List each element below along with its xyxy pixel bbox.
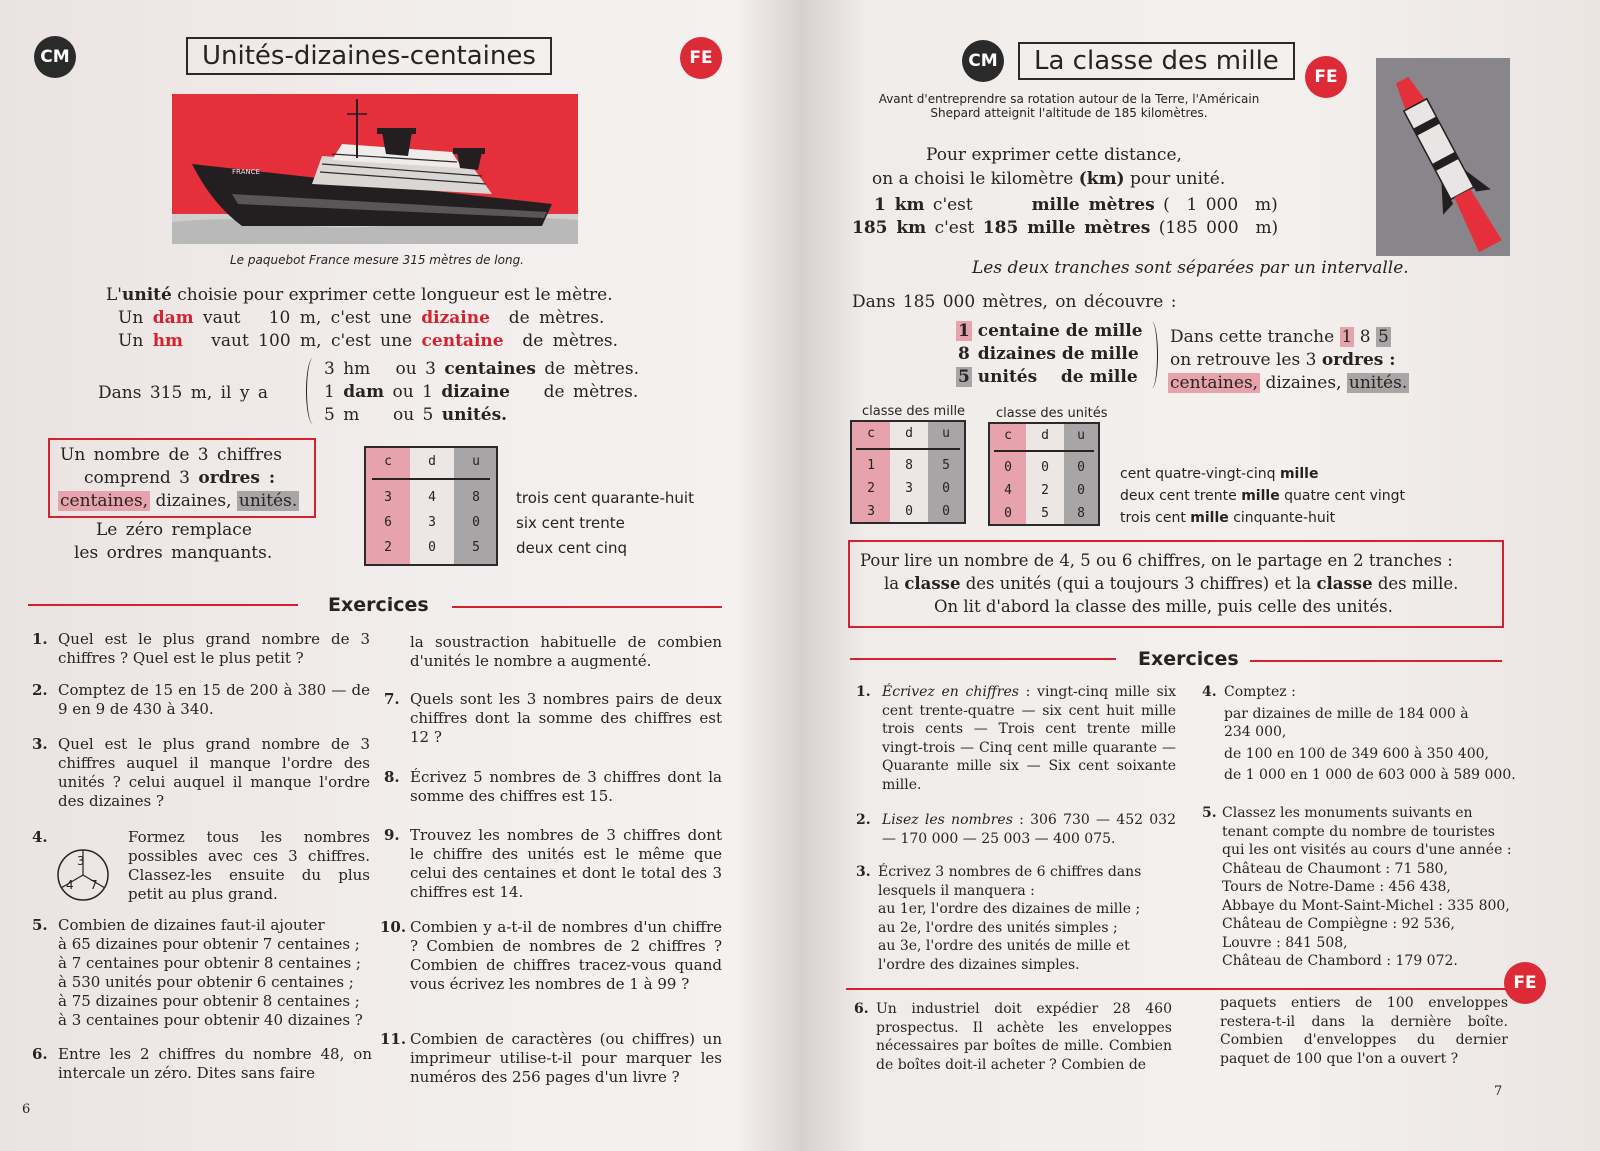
exercise-line: tenant compte du nombre de touristes (1222, 823, 1495, 840)
exercise-text: Quel est le plus grand nombre de 3 chiffres ? Quel est le plus petit ? (58, 630, 370, 667)
exercise-11 (380, 1030, 724, 1090)
exercise-text: Entre les 2 chiffres du nombre 48, on intercale un zéro. Dites sans faire (58, 1045, 372, 1082)
table-cell: 0 (942, 481, 950, 496)
label-classe-mille: classe des mille (862, 404, 966, 419)
equation-term: mille mètres (1031, 195, 1155, 215)
zero-note-1: Le zéro remplace (96, 520, 252, 540)
section-rule (452, 606, 722, 608)
table-cell: 0 (1004, 460, 1012, 475)
exercise-line: à 65 dizaines pour obtenir 7 centaines ; (58, 935, 360, 953)
number-word: six cent trente (516, 514, 625, 532)
page-number: 6 (22, 1102, 31, 1117)
fe-badge: FE (1504, 962, 1546, 1004)
intro-term-hm: hm (152, 331, 184, 351)
exercise-line: lesquels il manquera : (878, 882, 1035, 899)
exercise-6 (854, 1000, 1174, 1080)
tranche-digit: 5 (1378, 327, 1389, 347)
exercise-text: Quels sont les 3 nombres pairs de deux chiffres dont la somme des chiffres est 12 ? (410, 690, 722, 746)
intro-text: Un (118, 308, 153, 328)
ship-name: FRANCE (232, 168, 260, 176)
decomp-text: centaine de mille (971, 321, 1143, 341)
exercise-6-continued (384, 633, 724, 673)
intro-term-km: (km) (1078, 169, 1125, 189)
tranche-digit: 1 (1341, 327, 1353, 347)
decomp-row-1 (956, 320, 1143, 343)
header-d: d (428, 454, 436, 469)
word-mille: mille (1190, 510, 1229, 526)
exercise-line: qui les ont visités au cours d'une année : (1222, 842, 1512, 858)
intro-text: vaut 100 m, c'est une (183, 331, 422, 351)
table-cell: 0 (472, 515, 480, 530)
header-d: d (905, 426, 913, 441)
exercise-number: 3. (856, 864, 871, 880)
rule-text: la (884, 574, 905, 593)
exercise-line: Château de Chambord : 179 072. (1222, 953, 1458, 969)
exercise-6 (32, 1045, 372, 1085)
circle-digit: 7 (90, 878, 98, 892)
exercise-text: Comptez de 15 en 15 de 200 à 380 — de 9 en 9 de 430 à 340. (58, 681, 370, 718)
decomp-row-1 (324, 358, 639, 381)
label-classe-unites: classe des unités (996, 406, 1108, 421)
highlight-unites: unités. (1348, 373, 1408, 393)
decomp-text: de mètres. (510, 382, 639, 402)
decomp-text: 5 m ou 5 (324, 405, 442, 425)
exercise-number: 4. (1202, 684, 1217, 700)
table-cell: 8 (1077, 506, 1085, 521)
intro-text: on a choisi le kilomètre (872, 169, 1079, 189)
page-title: Unités-dizaines-centaines (186, 37, 552, 75)
exercise-line: 234 000, (1224, 724, 1287, 740)
table-cell: 3 (384, 490, 392, 505)
exercise-line: Château de Compiègne : 92 536, (1222, 916, 1455, 932)
decomp-term: unités. (441, 405, 508, 425)
number-word (1120, 485, 1405, 508)
exercise-line: Abbaye du Mont-Saint-Michel : 335 800, (1222, 897, 1510, 914)
exercise-body: : 306 730 — 452 032 — 170 000 — 25 003 — 400 075. (882, 812, 1176, 847)
exercise-instruction: Lisez les nombres (882, 812, 1013, 828)
exercise-line: Tours de Notre-Dame : 456 438, (1222, 879, 1451, 895)
exercise-number: 5. (1202, 805, 1217, 821)
rule-term: classe (1316, 574, 1373, 593)
cm-badge: CM (34, 36, 76, 78)
equation-2 (852, 217, 1278, 240)
exercise-3 (32, 735, 372, 813)
word-text: trois cent (1120, 510, 1191, 526)
decomp-brace (1146, 322, 1158, 388)
equation-value: 185 km (852, 218, 927, 238)
exercise-text: Trouvez les nombres de 3 chiffres dont le chiffre des unités est le même que celui des centaines et dont le total des 3 chiffres est 14. (410, 826, 722, 901)
exercise-line: à 3 centaines pour obtenir 40 dizaines ? (58, 1011, 363, 1029)
exercise-9 (384, 826, 724, 904)
equation-text: (185 000 m) (1150, 218, 1279, 238)
decomp-text: 1 (324, 382, 344, 402)
decomp-row-2 (956, 343, 1139, 366)
word-text: quatre cent vingt (1279, 488, 1406, 504)
word-mille: mille (1241, 488, 1280, 504)
exercise-text: la soustraction habituelle de combien d'unités le nombre a augmenté. (410, 633, 722, 670)
number-word: trois cent quarante-huit (516, 489, 694, 507)
rule-line-3 (58, 490, 299, 513)
exercise-text: Quel est le plus grand nombre de 3 chiffres auquel il manque l'ordre des unités ? celui auquel il manque l'ordre des dizaines ? (58, 735, 370, 810)
exercise-line: Château de Chaumont : 71 580, (1222, 860, 1448, 877)
decomp-term: dam (343, 382, 385, 402)
equation-text: c'est (924, 195, 1032, 215)
intro-term-unite: unité (121, 285, 172, 305)
intro-caption: Avant d'entreprendre sa rotation autour de la Terre, l'Américain Shepard atteignit l'altitude de 185 kilomètres. (878, 92, 1260, 120)
table-cell: 2 (384, 540, 392, 555)
decomp-row-3 (956, 366, 1138, 389)
exercise-line: au 2e, l'ordre des unités simples ; (878, 919, 1118, 936)
table-cell: 5 (1041, 506, 1049, 521)
exercise-6-continued (1220, 994, 1510, 1074)
exercise-3 (856, 863, 1176, 979)
exercise-number: 6. (854, 1001, 869, 1017)
exercise-line: à 7 centaines pour obtenir 8 centaines ; (58, 954, 361, 972)
exercise-number: 9. (384, 826, 400, 844)
exercise-1 (32, 630, 372, 670)
exercises-heading: Exercices (328, 594, 429, 616)
section-rule (850, 658, 1116, 660)
exercise-body: : vingt-cinq mille six cent trente-quatre — six cent huit mille trois cents — Trois cent trente mille vingt-trois — Cinq cent mille quarante — Quarante mille six — Six cent soixante mille. (882, 684, 1176, 793)
section-rule (1250, 660, 1502, 662)
header-u: u (472, 454, 480, 469)
table-rule (994, 450, 1094, 452)
exercise-number: 5. (32, 916, 48, 934)
intro-text: pour unité. (1124, 169, 1226, 189)
right-page (800, 0, 1600, 1151)
digits-circle (56, 848, 110, 902)
highlight-unites: unités. (238, 491, 298, 511)
table-cell: 8 (905, 458, 913, 473)
table-cell: 5 (472, 540, 480, 555)
exercise-text: Écrivez 5 nombres de 3 chiffres dont la somme des chiffres est 15. (410, 768, 722, 805)
exercise-line: Écrivez 3 nombres de 6 chiffres dans (878, 864, 1142, 880)
tranche-line-1 (1170, 326, 1391, 349)
rule-term: ordres : (198, 468, 276, 488)
exercise-8 (384, 768, 724, 808)
decomp-row-2 (324, 381, 638, 404)
table-cell: 4 (428, 490, 436, 505)
exercise-7 (384, 690, 724, 750)
digit-highlight: 5 (958, 367, 970, 387)
rocket-illustration (1376, 58, 1510, 256)
header-c: c (1004, 428, 1012, 443)
table-cell: 2 (867, 481, 875, 496)
exercise-number: 8. (384, 768, 400, 786)
exercise-line: à 530 unités pour obtenir 6 centaines ; (58, 973, 354, 991)
exercise-text: Formez tous les nombres possibles avec ces 3 chiffres. Classez-les ensuite du plus petit au plus grand. (128, 828, 370, 903)
ship-illustration (172, 94, 578, 244)
exercise-number: 11. (380, 1030, 407, 1048)
table-cell: 0 (1004, 506, 1012, 521)
rule-line-3: On lit d'abord la classe des mille, puis celle des unités. (934, 597, 1393, 616)
header-u: u (1077, 428, 1085, 443)
header-c: c (867, 426, 875, 441)
exercise-4 (1202, 683, 1516, 783)
exercise-number: 1. (32, 630, 48, 648)
rule-line-2 (84, 467, 275, 490)
word-text: deux cent trente (1120, 488, 1242, 504)
tranche-line-3 (1168, 372, 1409, 395)
table-cell: 2 (1041, 483, 1049, 498)
ship-caption: Le paquebot France mesure 315 mètres de long. (230, 253, 524, 267)
rule-text: des mille. (1372, 574, 1459, 593)
intro-p1: Pour exprimer cette distance, (926, 145, 1182, 165)
decomp-text: 3 hm ou 3 (324, 359, 445, 379)
exercise-text: paquets entiers de 100 enveloppes restera-t-il dans la dernière boîte. Combien d'enveloppes du dernier paquet de 100 que l'on a ouvert ? (1220, 995, 1508, 1067)
rule-line-2 (884, 572, 1458, 595)
header-d: d (1041, 428, 1049, 443)
exercise-number: 10. (380, 918, 407, 936)
section-rule (28, 604, 298, 606)
table-cell: 8 (472, 490, 480, 505)
exercise-line: de 1 000 en 1 000 de 603 000 à 589 000. (1224, 767, 1516, 783)
intro-text: choisie pour exprimer cette longueur est le mètre. (171, 285, 613, 305)
intro-term-dizaine: dizaine (421, 308, 490, 328)
exercise-5-lines (58, 916, 372, 1030)
digit-plain: 8 (958, 344, 970, 364)
table-cell: 0 (1041, 460, 1049, 475)
number-word (1120, 463, 1318, 486)
equation-1 (874, 194, 1278, 217)
exercise-line: à 75 dizaines pour obtenir 8 centaines ; (58, 992, 360, 1010)
exercise-2 (32, 681, 372, 721)
exercise-line: de 100 en 100 de 349 600 à 350 400, (1224, 745, 1489, 762)
intro-term-dam: dam (152, 308, 194, 328)
exercise-number: 1. (856, 684, 871, 700)
tranche-text: dizaines, (1260, 373, 1347, 393)
highlight-centaines: centaines, (60, 491, 149, 511)
decomp-brace (306, 358, 320, 424)
intro-term-centaine: centaine (421, 331, 504, 351)
table-cell: 5 (942, 458, 950, 473)
rule-text: comprend 3 (84, 468, 199, 488)
exercise-line: au 1er, l'ordre des dizaines de mille ; (878, 901, 1141, 917)
intro-line-1 (106, 284, 613, 307)
table-cell: 3 (905, 481, 913, 496)
tranche-digit: 8 (1359, 327, 1371, 347)
table-cell: 3 (428, 515, 436, 530)
exercise-4-lines (1224, 683, 1516, 785)
exercise-number: 3. (32, 735, 48, 753)
exercise-line: Classez les monuments suivants en (1222, 805, 1473, 821)
equation-text: c'est (926, 218, 983, 238)
tranche-text: Dans cette tranche (1170, 327, 1340, 347)
circle-digit: 3 (77, 854, 85, 868)
decomp-term: dizaine (441, 382, 510, 402)
table-cell: 0 (1077, 460, 1085, 475)
fe-badge: FE (680, 37, 722, 79)
fe-badge: FE (1305, 56, 1347, 98)
decomp-text: ou 1 (384, 382, 442, 402)
intro-text: Un (118, 331, 153, 351)
exercise-text: Combien y a-t-il de nombres d'un chiffre ? Combien de nombres de 2 chiffres ? Combien de chiffres tracez-vous quand vous écrivez les nombres de 1 à 99 ? (410, 918, 722, 993)
rule-line-1: Pour lire un nombre de 4, 5 ou 6 chiffres, on le partage en 2 tranches : (860, 551, 1453, 570)
table-classe-mille (850, 420, 966, 524)
table-cell: 1 (867, 458, 875, 473)
exercises-heading: Exercices (1138, 648, 1239, 670)
cdu-table (364, 446, 498, 566)
digit-highlight: 1 (958, 321, 970, 341)
rule-line-1: Un nombre de 3 chiffres (60, 445, 282, 465)
exercise-10 (380, 918, 724, 1014)
decomp-row-3 (324, 404, 507, 427)
exercise-line: par dizaines de mille de 184 000 à (1224, 705, 1469, 722)
exercise-number: 7. (384, 690, 400, 708)
equation-term: 185 mille mètres (982, 218, 1151, 238)
tranches-note: Les deux tranches sont séparées par un intervalle. (972, 258, 1409, 278)
tranche-text: on retrouve les 3 (1170, 350, 1322, 370)
exercise-line: Louvre : 841 508, (1222, 934, 1348, 951)
exercise-number: 6. (32, 1045, 48, 1063)
table-cell: 4 (1004, 483, 1012, 498)
decouvre-line: Dans 185 000 mètres, on découvre : (852, 292, 1177, 312)
decomp-text: de mètres. (535, 359, 639, 379)
equation-text: ( 1 000 m) (1154, 195, 1278, 215)
decomp-text: unités de mille (971, 367, 1138, 387)
word-mille: mille (1279, 466, 1319, 482)
circle-digit: 4 (66, 878, 74, 892)
zero-note-2: les ordres manquants. (74, 543, 273, 563)
intro-text: L' (106, 285, 122, 305)
exercise-number: 2. (856, 812, 871, 828)
exercise-3-lines (878, 863, 1174, 974)
exercise-text: Combien de caractères (ou chiffres) un imprimeur utilise-t-il pour marquer les numéros des 256 pages d'un livre ? (410, 1030, 722, 1086)
rule-text: des unités (qui a toujours 3 chiffres) et la (960, 574, 1317, 593)
exercise-text: Un industriel doit expédier 28 460 prospectus. Il achète les enveloppes nécessaires par boîtes de mille. Combien de boîtes doit-il acheter ? Combien de (876, 1001, 1172, 1073)
table-cell: 0 (942, 504, 950, 519)
exercise-5-lines (1222, 804, 1512, 971)
intro-line-2 (118, 307, 604, 330)
tranche-term: ordres : (1321, 350, 1396, 370)
header-u: u (942, 426, 950, 441)
word-text: cinquante-huit (1228, 510, 1336, 526)
intro-line-3 (118, 330, 618, 353)
decomp-text: dizaines de mille (971, 344, 1139, 364)
equation-value: 1 km (874, 195, 925, 215)
exercise-line: l'ordre des dizaines simples. (878, 956, 1080, 973)
exercise-2 (856, 811, 1176, 851)
table-rule (856, 448, 960, 450)
exercise-line: Combien de dizaines faut-il ajouter (58, 916, 325, 934)
intro-p2 (872, 168, 1225, 191)
exercise-number: 2. (32, 681, 48, 699)
exercise-text (882, 683, 1176, 794)
exercise-line: au 3e, l'ordre des unités de mille et (878, 938, 1130, 954)
exercise-line: Comptez : (1224, 684, 1296, 700)
exercise-4 (32, 828, 372, 906)
word-text: cent quatre-vingt-cinq (1120, 466, 1280, 482)
highlight-centaines: centaines, (1170, 373, 1259, 393)
page-number: 7 (1494, 1084, 1503, 1099)
exercise-text (882, 811, 1176, 848)
table-rule (372, 478, 490, 480)
decomp-term: centaines (444, 359, 536, 379)
header-c: c (384, 454, 392, 469)
intro-text: vaut 10 m, c'est une (193, 308, 422, 328)
table-cell: 6 (384, 515, 392, 530)
intro-text: de mètres. (489, 308, 605, 328)
exercise-instruction: Écrivez en chiffres (882, 684, 1019, 700)
cm-badge: CM (962, 40, 1004, 82)
number-word: deux cent cinq (516, 539, 627, 557)
exercise-1 (856, 683, 1176, 799)
number-word (1120, 507, 1335, 530)
exercise-number: 4. (32, 828, 48, 846)
tranche-line-2 (1170, 349, 1396, 372)
table-cell: 0 (905, 504, 913, 519)
table-cell: 3 (867, 504, 875, 519)
section-rule (846, 988, 1506, 990)
table-cell: 0 (428, 540, 436, 555)
decomp-lead: Dans 315 m, il y a (98, 383, 269, 403)
exercise-5 (1202, 804, 1512, 974)
table-cell: 0 (1077, 483, 1085, 498)
table-classe-unites (988, 422, 1100, 526)
rule-text: dizaines, (150, 491, 237, 511)
intro-text: de mètres. (503, 331, 619, 351)
rule-term: classe (904, 574, 961, 593)
exercise-5 (32, 916, 372, 1034)
page-title: La classe des mille (1018, 42, 1295, 80)
